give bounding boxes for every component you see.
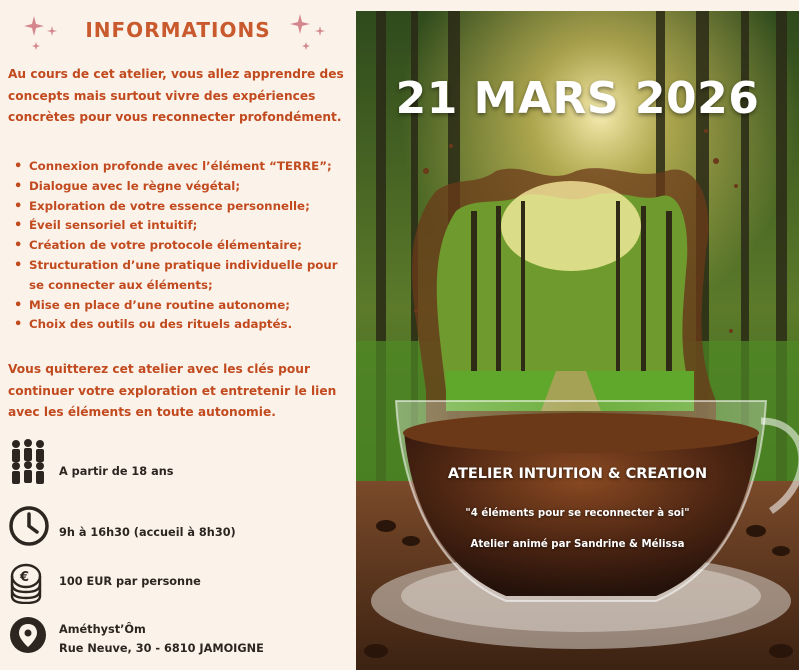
list-item: • Création de votre protocole élémentaire; — [10, 236, 350, 256]
venue-address: Rue Neuve, 30 - 6810 JAMOIGNE — [59, 642, 264, 655]
schedule-text: 9h à 16h30 (accueil à 8h30) — [59, 526, 236, 539]
list-item: • Mise en place d’une routine autonome; — [10, 296, 350, 316]
page-title: INFORMATIONS — [85, 18, 271, 42]
price-text: 100 EUR par personne — [59, 575, 201, 588]
intro-paragraph: Au cours de cet atelier, vous allez apprendre des concepts mais surtout vivre des expériences concrètes pour vous reconnecter profondément. — [8, 67, 344, 124]
location-pin-icon — [8, 615, 48, 657]
objectives-list — [10, 157, 350, 335]
age-requirement: A partir de 18 ans — [59, 465, 174, 478]
coins-icon — [8, 562, 48, 604]
svg-text:€: € — [20, 570, 30, 585]
list-item: • Choix des outils ou des rituels adaptés. — [10, 315, 350, 335]
list-item: • Éveil sensoriel et intuitif; — [10, 216, 350, 236]
event-title: ATELIER INTUITION & CREATION — [447, 466, 708, 482]
informations-panel — [0, 0, 356, 670]
event-subtitle: "4 éléments pour se reconnecter à soi" — [465, 508, 690, 519]
group-icon — [8, 438, 48, 490]
list-item: • Structuration d’une pratique individuelle pour se connecter aux éléments; — [10, 256, 350, 296]
poster-image — [356, 11, 799, 670]
list-item: • Connexion profonde avec l’élément “TERRE”; — [10, 157, 350, 177]
outro-paragraph: Vous quitterez cet atelier avec les clés pour continuer votre exploration et entretenir le lien avec les éléments en toute autonomie. — [8, 362, 337, 419]
sparkle-icon — [286, 12, 330, 56]
event-animators: Atelier animé par Sandrine & Mélissa — [470, 539, 685, 550]
clock-icon — [8, 505, 50, 547]
list-item: • Exploration de votre essence personnelle; — [10, 197, 350, 217]
list-item: • Dialogue avec le règne végétal; — [10, 177, 350, 197]
venue-name: Améthyst’Ôm — [59, 623, 146, 636]
event-date: 21 MARS 2026 — [395, 73, 760, 124]
